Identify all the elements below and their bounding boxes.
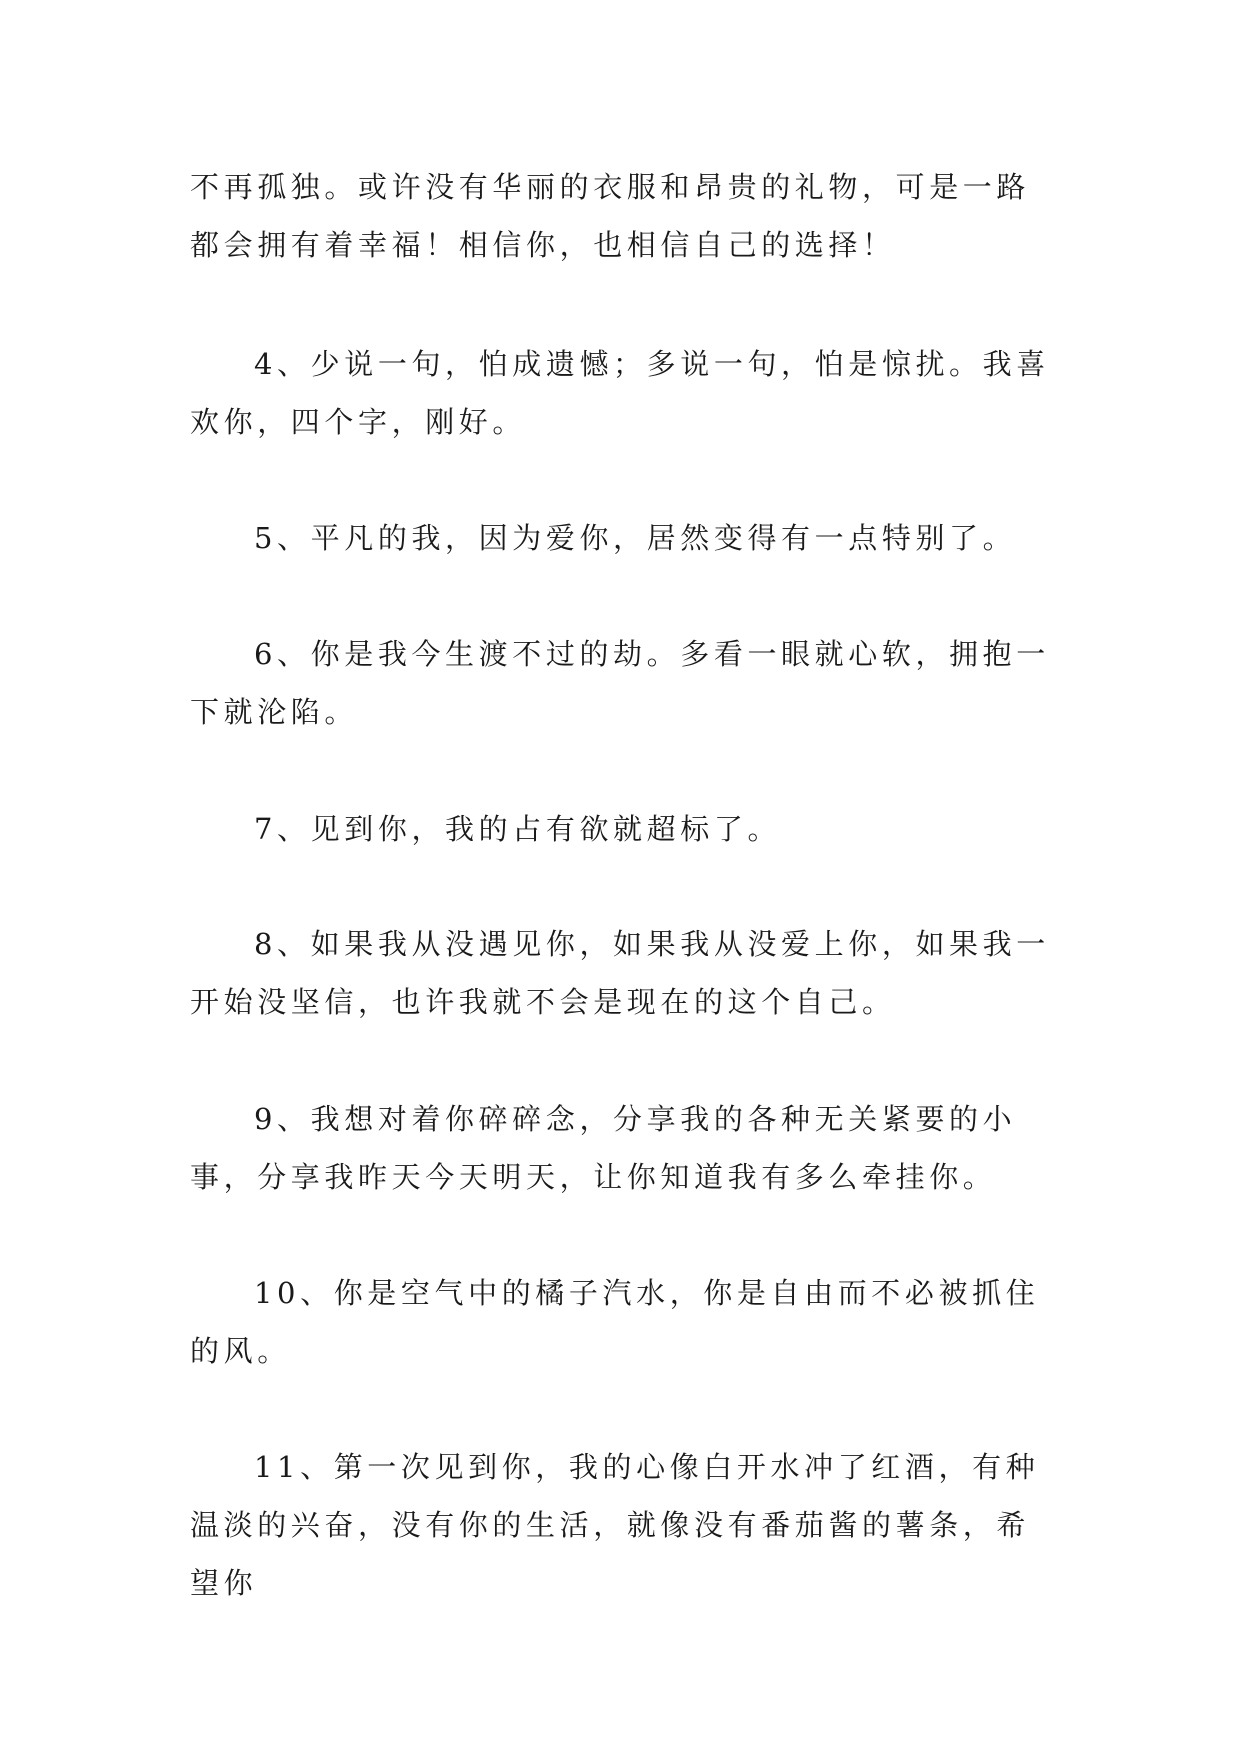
paragraph-continued: 不再孤独。或许没有华丽的衣服和昂贵的礼物，可是一路都会拥有着幸福！相信你，也相信自己的选择！ xyxy=(190,170,1031,262)
paragraph-9: 9、我想对着你碎碎念，分享我的各种无关紧要的小事，分享我昨天今天明天，让你知道我有多么牵挂你。 xyxy=(190,1102,1017,1194)
paragraph-11: 11、第一次见到你，我的心像白开水冲了红酒，有种温淡的兴奋，没有你的生活，就像没有番茄酱的薯条，希望你 xyxy=(190,1450,1040,1600)
paragraph-7: 7、见到你，我的占有欲就超标了。 xyxy=(254,812,782,846)
paragraph-8: 8、如果我从没遇见你，如果我从没爱上你，如果我一开始没坚信，也许我就不会是现在的这个自己。 xyxy=(190,927,1050,1019)
paragraph-10: 10、你是空气中的橘子汽水，你是自由而不必被抓住的风。 xyxy=(190,1276,1040,1368)
paragraph-5: 5、平凡的我，因为爱你，居然变得有一点特别了。 xyxy=(254,521,1017,555)
paragraph-6: 6、你是我今生渡不过的劫。多看一眼就心软，拥抱一下就沦陷。 xyxy=(190,637,1050,729)
paragraph-4: 4、少说一句，怕成遗憾；多说一句，怕是惊扰。我喜欢你，四个字，刚好。 xyxy=(190,347,1050,439)
